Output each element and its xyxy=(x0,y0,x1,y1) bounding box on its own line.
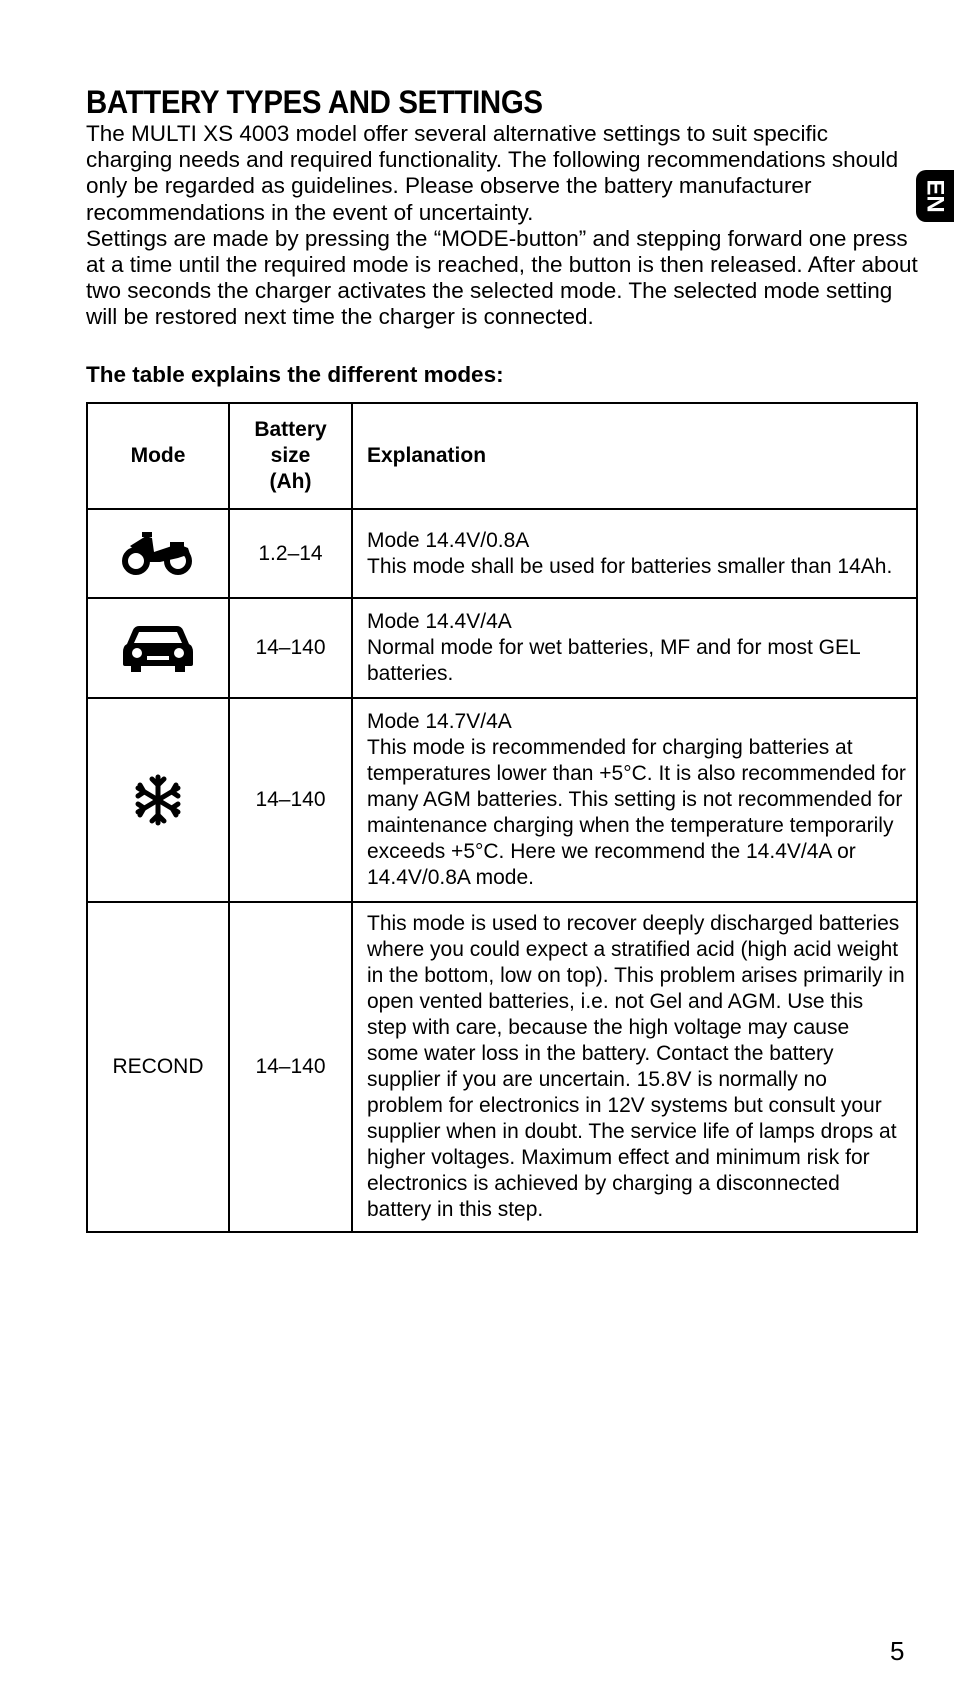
explanation-line: Mode 14.4V/0.8A xyxy=(367,528,530,552)
battery-size-cell: 1.2–14 xyxy=(229,509,352,598)
page-title: BATTERY TYPES AND SETTINGS xyxy=(86,84,543,120)
explanation-line: This mode shall be used for batteries smaller than 14Ah. xyxy=(367,554,893,578)
page-content xyxy=(86,84,918,388)
motorcycle-icon xyxy=(120,532,196,576)
header-battery-size xyxy=(229,403,352,509)
header-mode: Mode xyxy=(87,403,229,509)
battery-size-cell: 14–140 xyxy=(229,698,352,902)
intro-paragraph: The MULTI XS 4003 model offer several alternative settings to suit specific charging needs and required functionality. The following recommendations should only be regarded as guidelines. Please observe the battery manufacturer recommendations in the event of uncertainty. xyxy=(86,121,899,225)
header-size-line-3: (Ah) xyxy=(269,470,312,493)
language-tab xyxy=(916,170,954,222)
battery-size-cell: 14–140 xyxy=(229,598,352,698)
explanation-cell xyxy=(352,598,917,698)
header-size-line-1: Battery xyxy=(254,418,327,441)
page-number: 5 xyxy=(890,1636,905,1666)
explanation-cell xyxy=(352,509,917,598)
table-row xyxy=(87,509,917,598)
header-size-line-2: size xyxy=(270,444,311,467)
battery-size-cell: 14–140 xyxy=(229,902,352,1232)
explanation-line: Mode 14.7V/4A xyxy=(367,710,512,733)
explanation-cell xyxy=(352,902,917,1232)
mode-cell xyxy=(87,509,229,598)
mode-cell-recond: RECOND xyxy=(87,902,229,1232)
mode-cell xyxy=(87,598,229,698)
table-row xyxy=(87,598,917,698)
mode-cell xyxy=(87,698,229,902)
settings-paragraph: Settings are made by pressing the “MODE-button” and stepping forward one press at a time until the required mode is reached, the button is then released. After about two seconds the charger activates the selected mode. The selected mode setting will be restored next time the charger is connected. xyxy=(86,225,918,330)
table-row xyxy=(87,902,917,1232)
explanation-cell xyxy=(352,698,917,902)
modes-table xyxy=(86,402,918,1233)
car-icon xyxy=(123,622,193,674)
table-header-row xyxy=(87,403,917,509)
explanation-line: Mode 14.4V/4A xyxy=(367,610,512,633)
explanation-line: Normal mode for wet batteries, MF and for most GEL batteries. xyxy=(367,636,860,685)
language-tab-label: EN xyxy=(922,179,949,213)
header-explanation: Explanation xyxy=(352,403,917,509)
explanation-line: This mode is used to recover deeply discharged batteries where you could expect a stratified acid (high acid weight in the bottom, low on top). This problem arises primarily in open vented batteries, i.e. not Gel and AGM. Use this step with care, because the high voltage may cause some water loss in the battery. Contact the battery supplier if you are uncertain. 15.8V is normally no problem for electronics in 12V systems but consult your supplier when in doubt. The service life of lamps drops at higher voltages. Maximum effect and minimum risk for electronics is achieved by charging a disconnected battery in this step. xyxy=(367,912,905,1221)
table-row xyxy=(87,698,917,902)
explanation-line: This mode is recommended for charging batteries at temperatures lower than +5°C. It is also recommended for many AGM batteries. This setting is not recommended for maintenance charging when the temperature temporarily exceeds +5°C. Here we recommend the 14.4V/4A or 14.4V/0.8A mode. xyxy=(367,736,906,889)
snowflake-icon xyxy=(134,774,182,826)
table-intro: The table explains the different modes: xyxy=(86,361,504,387)
